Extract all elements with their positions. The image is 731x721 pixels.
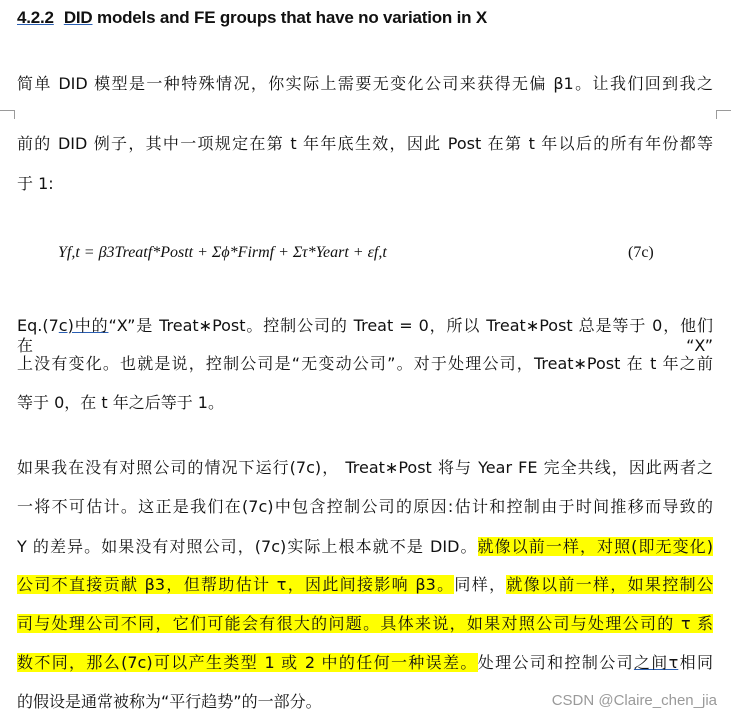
highlight-text: 司与处理公司不同，它们可能会有很大的问题。具体来说，如果对照公司与处理公司的 τ 系 [17, 614, 713, 633]
para3-line4 [17, 575, 713, 595]
para1-line3: 于 1: [17, 174, 54, 193]
para3-line6 [17, 653, 713, 673]
para2-line1-a: Eq.(7 [17, 316, 59, 335]
para3-line6-b: 处理公司和控制公司 [477, 653, 634, 672]
para1-line2: 前的 DID 例子，其中一项规定在第 t 年年底生效，因此 Post 在第 t 年以后的所有年份都等 [17, 134, 713, 153]
para1-line1: 简单 DID 模型是一种特殊情况，你实际上需要无变化公司来获得无偏 β1。让我们回到我之 [17, 74, 713, 93]
highlight-text: 数不同，那么(7c)可以产生类型 1 或 2 中的任何一种误差。 [17, 653, 478, 672]
section-heading [17, 8, 487, 28]
equation: Yf,t = β3Treatf*Postt + Σϕ*Firmf + Στ*Yeart + εf,t [58, 244, 387, 261]
para3-line3-a: Y 的差异。如果没有对照公司，(7c)实际上根本就不是 DID。 [17, 537, 478, 556]
highlight-text: 就像以前一样，如果控制公 [506, 575, 713, 594]
para2-line1-underlined: c)中的 [58, 316, 109, 335]
watermark: CSDN @Claire_chen_jia [551, 692, 717, 709]
section-title-rest: models and FE groups that have no variation in X [92, 8, 487, 27]
para2-line2: 上没有变化。也就是说，控制公司是“无变动公司”。对于处理公司，Treat∗Post 在 t 年之前 [17, 354, 713, 373]
highlight-text: 公司不直接贡献 β3，但帮助估计 τ，因此间接影响 β3。 [17, 575, 455, 594]
para3-line6-c: 相同 [678, 653, 713, 672]
equation-number: (7c) [628, 244, 654, 261]
para3-line7: 的假设是通常被称为“平行趋势”的一部分。 [17, 692, 322, 711]
section-number: 4.2.2 [17, 8, 54, 27]
para3-line2: 一将不可估计。这正是我们在(7c)中包含控制公司的原因:估计和控制由于时间推移而导致的 [17, 497, 713, 516]
highlight-text: 就像以前一样，对照(即无变化) [477, 537, 713, 556]
para3-line4-b: 同样， [454, 575, 507, 594]
crop-mark-right [716, 110, 731, 119]
para2-line3: 等于 0，在 t 年之后等于 1。 [17, 393, 224, 412]
para3-line6-underlined: 之间τ [633, 653, 679, 672]
para2-line1-b: “X”是 Treat∗Post。控制公司的 Treat = 0，所以 Treat∗Post 总是等于 0，他们在“X” [17, 316, 713, 355]
section-title-did: DID [63, 8, 93, 27]
crop-mark-left [0, 110, 15, 119]
para2-line1 [17, 316, 713, 356]
para3-line5 [17, 614, 713, 634]
para3-line1: 如果我在没有对照公司的情况下运行(7c)， Treat∗Post 将与 Year FE 完全共线，因此两者之 [17, 458, 713, 477]
para3-line3 [17, 537, 713, 557]
